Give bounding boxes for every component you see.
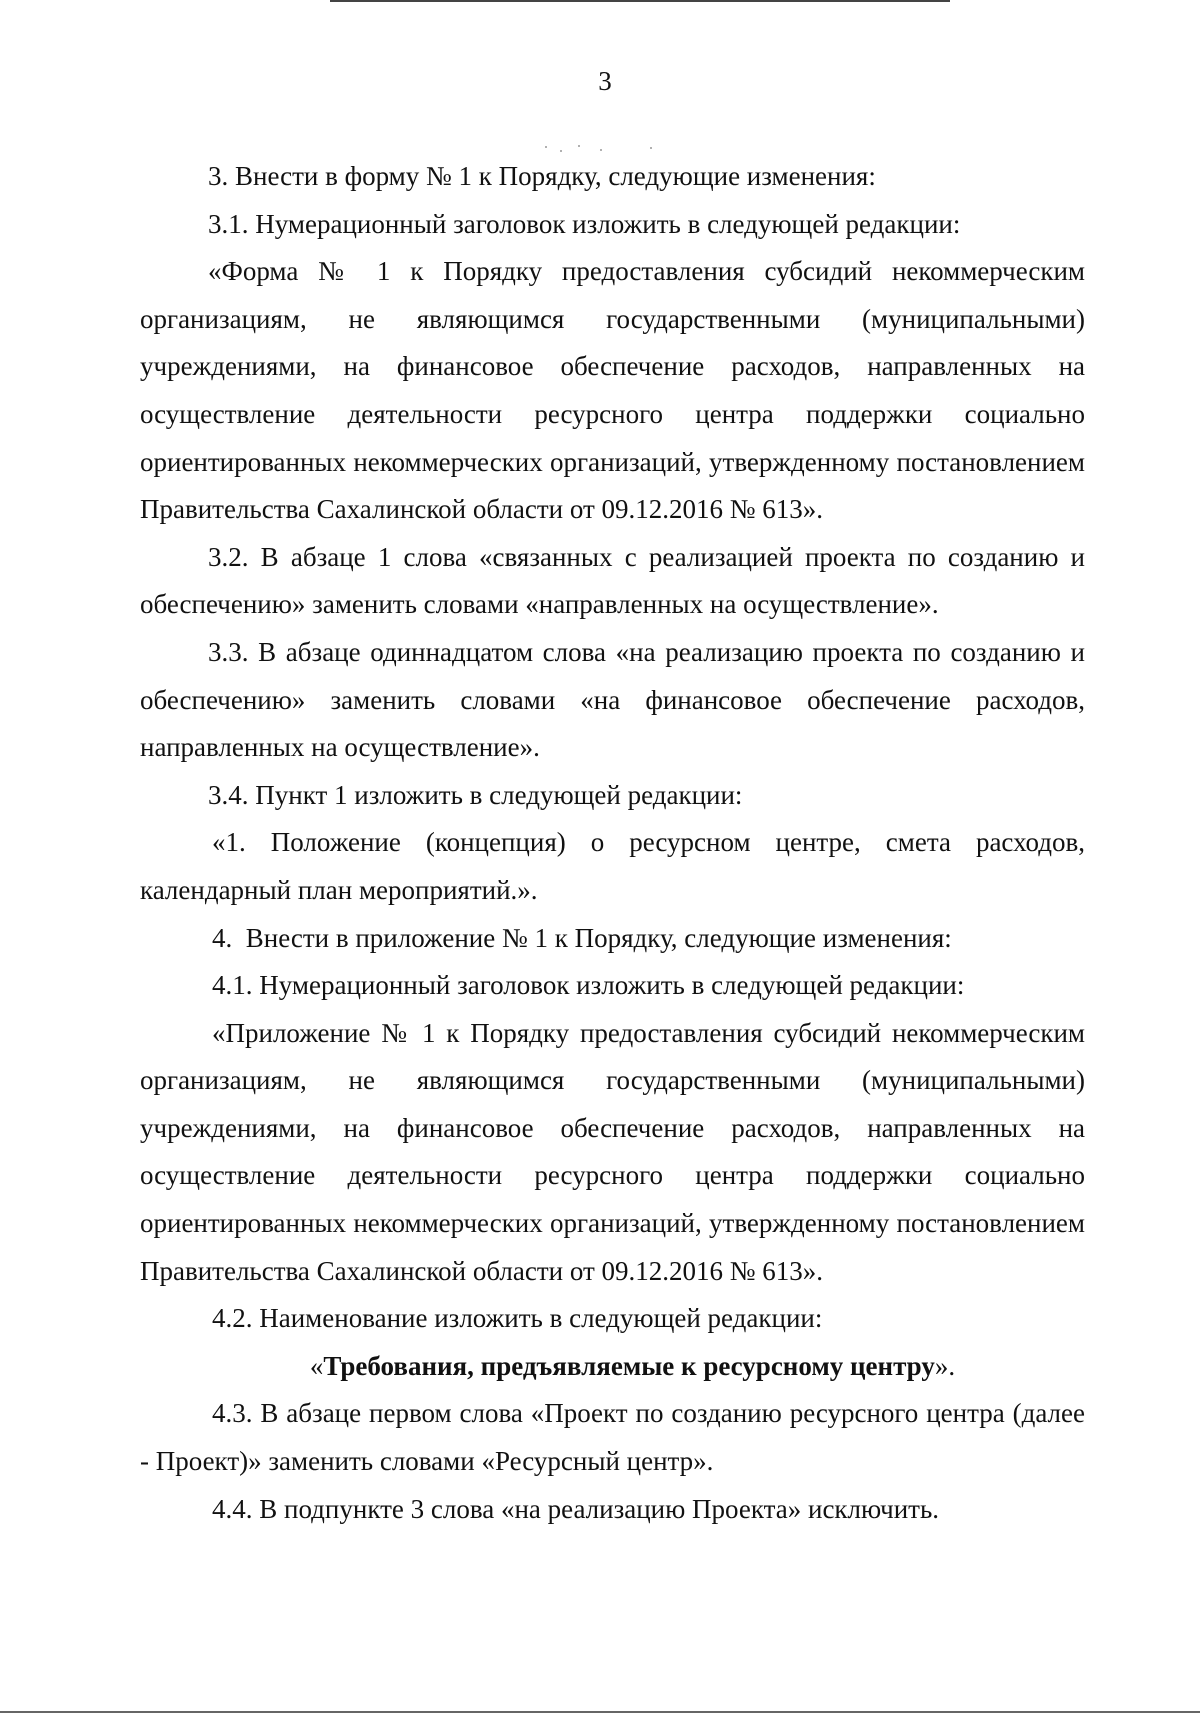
scan-edge-top bbox=[330, 0, 950, 2]
paragraph: «Приложение № 1 к Порядку предоставления субсидий некоммерческим организациям, не являющимся государственными (муниципальными) учреждениями, на финансовое обеспечение расходов, направленных на осуществление деятельности ресурсного центра поддержки социально ориентированных некоммерческих организаций, утвержденному постановлением Правительства Сахалинской области от 09.12.2016 № 613». bbox=[140, 1017, 1085, 1286]
scan-speck bbox=[650, 147, 652, 149]
paragraph: «Форма № 1 к Порядку предоставления субсидий некоммерческим организациям, не являющимся государственными (муниципальными) учреждениями, на финансовое обеспечение расходов, направленных на осуществление деятельности ресурсного центра поддержки социально ориентированных некоммерческих организаций, утвержденному постановлением Правительства Сахалинской области от 09.12.2016 № 613». bbox=[140, 256, 1085, 525]
scan-speck bbox=[545, 146, 547, 148]
heading-quote-close: ». bbox=[934, 1350, 956, 1381]
section-heading bbox=[140, 1343, 1085, 1391]
scan-speck bbox=[560, 150, 562, 152]
paragraph: 4.1. Нумерационный заголовок изложить в следующей редакции: bbox=[212, 970, 965, 1001]
paragraph: 3.4. Пункт 1 изложить в следующей редакции: bbox=[208, 779, 743, 810]
heading-quote-open: « bbox=[309, 1350, 324, 1381]
scan-speck bbox=[600, 149, 602, 151]
paragraph: 3.3. В абзаце одиннадцатом слова «на реализацию проекта по созданию и обеспечению» заменить словами «на финансовое обеспечение расходов, направленных на осуществление». bbox=[140, 636, 1085, 763]
heading-text: Требования, предъявляемые к ресурсному центру bbox=[323, 1350, 935, 1381]
paragraph: 3. Внести в форму № 1 к Порядку, следующие изменения: bbox=[208, 161, 876, 191]
paragraph: 3.1. Нумерационный заголовок изложить в следующей редакции: bbox=[208, 208, 961, 239]
paragraph: «1. Положение (концепция) о ресурсном центре, смета расходов, календарный план мероприятий.». bbox=[140, 827, 1085, 905]
paragraph: 4.2. Наименование изложить в следующей редакции: bbox=[212, 1303, 823, 1334]
page-number: 3 bbox=[598, 66, 612, 96]
scan-speck bbox=[578, 145, 580, 147]
paragraph: 4.3. В абзаце первом слова «Проект по созданию ресурсного центра (далее - Проект)» заменить словами «Ресурсный центр». bbox=[140, 1398, 1085, 1477]
paragraph: 3.2. В абзаце 1 слова «связанных с реализацией проекта по созданию и обеспечению» заменить словами «направленных на осуществление». bbox=[140, 541, 1085, 620]
scan-edge-bottom bbox=[0, 1711, 1200, 1713]
paragraph: 4.4. В подпункте 3 слова «на реализацию Проекта» исключить. bbox=[212, 1493, 940, 1524]
document-body bbox=[140, 153, 1085, 1533]
paragraph: 4. Внести в приложение № 1 к Порядку, следующие изменения: bbox=[212, 922, 952, 953]
